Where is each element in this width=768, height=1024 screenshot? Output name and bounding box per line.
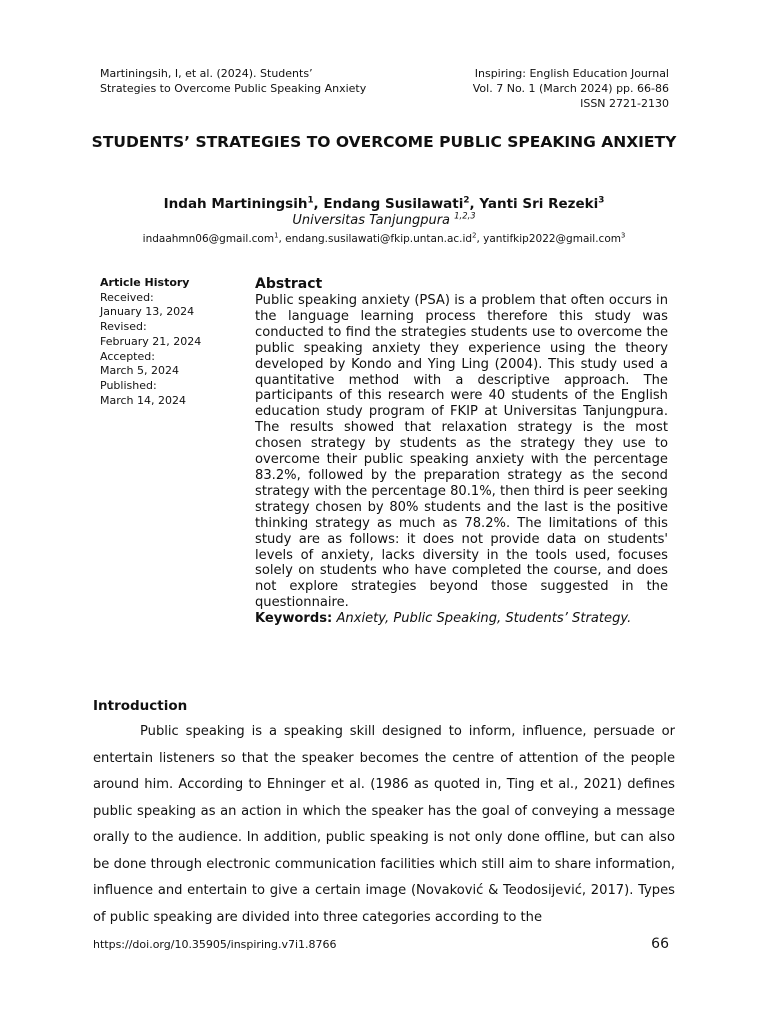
author-affiliation-mark: 2	[463, 195, 470, 206]
doi-link[interactable]: https://doi.org/10.35905/inspiring.v7i1.8766	[93, 938, 337, 951]
header-citation-line-1: Martiningsih, I, et al. (2024). Students’	[100, 67, 313, 80]
email-separator: ,	[476, 233, 484, 245]
author-name: Endang Susilawati	[323, 196, 464, 212]
accepted-label: Accepted:	[100, 349, 155, 363]
page-number: 66	[651, 936, 669, 952]
accepted-date: March 5, 2024	[100, 364, 180, 378]
introduction-paragraph: Public speaking is a speaking skill designed to inform, influence, persuade or entertain listeners so that the speaker becomes the centre of attention of the people around him. According to Ehninger et al. (1986 as quoted in, Ting et al., 2021) defines public speaking as an action in which the speaker has the goal of conveying a message orally to the audience. In addition, public speaking is not only done offline, but can also be done through electronic communication facilities which still aim to share information, influence and entertain to give a certain image (Novaković & Teodosijević, 2017). Types of public speaking are divided into three categories according to the	[93, 724, 675, 925]
author-separator: ,	[313, 196, 324, 212]
keywords-value: Anxiety, Public Speaking, Students’ Strategy.	[336, 611, 632, 627]
author-affiliation-mark: 3	[598, 195, 605, 206]
running-header-left	[100, 66, 430, 96]
author-list	[80, 195, 688, 213]
affiliation	[80, 210, 688, 229]
author-affiliation-mark: 1	[307, 195, 314, 206]
published-label: Published:	[100, 378, 157, 392]
email-address: endang.susilawati@fkip.untan.ac.id	[285, 233, 473, 245]
abstract-text: Public speaking anxiety (PSA) is a problem that often occurs in the language learning process therefore this study was conducted to find the strategies students use to overcome the public speaking anxiety they experience using the theory developed by Kondo and Ying Ling (2004). This study used a quantitative method with a descriptive approach. The participants of this research were 40 students of the English education study program of FKIP at Universitas Tanjungpura. The results showed that relaxation strategy is the most chosen strategy by students as the strategy they use to overcome their public speaking anxiety with the percentage 83.2%, followed by the preparation strategy as the second strategy with the percentage 80.1%, then third is peer seeking strategy chosen by 80% students and the last is the positive thinking strategy as much as 78.2%. The limitations of this study are as follows: it does not provide data on students' levels of anxiety, lacks diversity in the tools used, focuses solely on students who have completed the course, and does not explore strategies beyond those suggested in the questionnaire.	[255, 293, 668, 611]
author-name: Yanti Sri Rezeki	[479, 196, 599, 212]
author-separator: ,	[469, 196, 480, 212]
keywords-label: Keywords:	[255, 611, 333, 627]
received-date: January 13, 2024	[100, 305, 195, 319]
abstract-section	[255, 276, 668, 627]
abstract-heading: Abstract	[255, 276, 323, 292]
email-address: indaahmn06@gmail.com	[142, 233, 275, 245]
received-label: Received:	[100, 290, 154, 304]
article-history	[100, 276, 240, 408]
keywords-line	[255, 611, 668, 627]
revised-date: February 21, 2024	[100, 334, 202, 348]
email-list	[60, 232, 708, 246]
email-address: yantifkip2022@gmail.com	[483, 233, 621, 245]
email-mark: 2	[472, 231, 477, 240]
article-history-heading: Article History	[100, 276, 190, 289]
revised-label: Revised:	[100, 320, 147, 334]
journal-volume: Vol. 7 No. 1 (March 2024) pp. 66-86	[472, 82, 669, 95]
header-citation-line-2: Strategies to Overcome Public Speaking Anxiety	[100, 82, 367, 95]
email-separator: ,	[278, 233, 286, 245]
running-header-right	[389, 66, 669, 111]
author-name: Indah Martiningsih	[163, 196, 308, 212]
journal-name: Inspiring: English Education Journal	[474, 67, 669, 80]
affiliation-marks: 1,2,3	[454, 210, 476, 221]
paper-title: STUDENTS’ STRATEGIES TO OVERCOME PUBLIC SPEAKING ANXIETY	[91, 133, 677, 151]
introduction-heading: Introduction	[93, 698, 188, 714]
email-mark: 3	[620, 231, 626, 240]
affiliation-name: Universitas Tanjungpura	[292, 213, 455, 228]
journal-issn: ISSN 2721-2130	[580, 97, 669, 110]
email-mark: 1	[274, 231, 279, 240]
published-date: March 14, 2024	[100, 393, 187, 407]
